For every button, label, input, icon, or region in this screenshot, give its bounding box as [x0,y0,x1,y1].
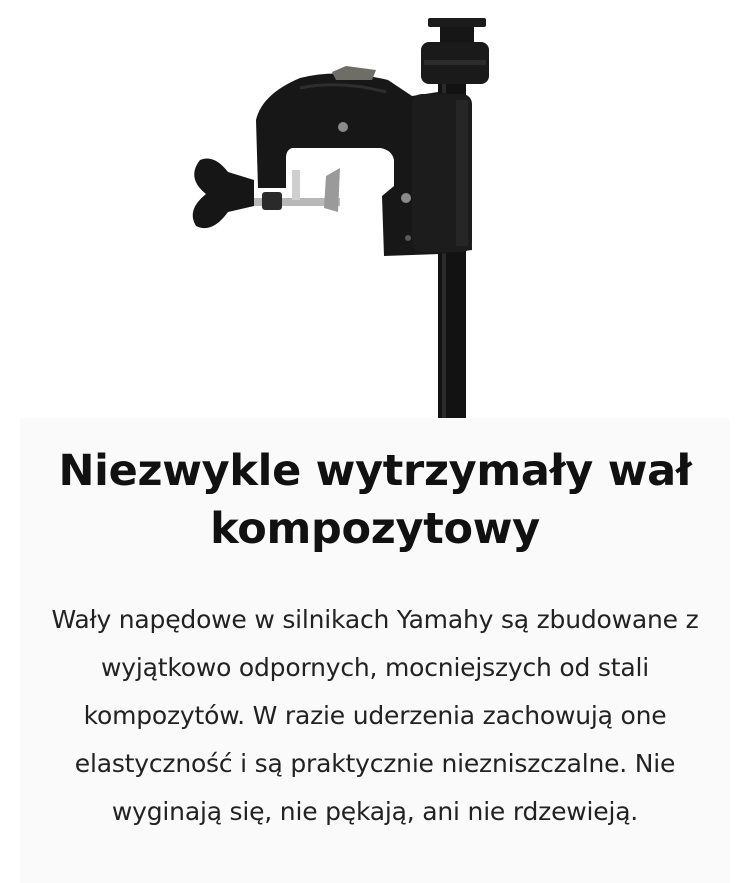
feature-content [20,418,730,883]
shaft-knob-ring [424,60,486,65]
wing-handle [193,159,254,229]
feature-heading: Niezwykle wytrzymały wał kompozytowy [58,446,692,554]
shaft-top-cap [428,18,486,27]
screw-nut [262,192,282,210]
swivel-pad [324,168,340,212]
bracket-rivet-top [338,122,348,132]
bracket-rivet-side [401,193,411,203]
clamp-bracket-illustration [0,0,750,420]
screw-sleeve [292,170,300,200]
bracket-rivet-bottom [405,235,411,241]
feature-description: Wały napędowe w silnikach Yamahy są zbudowane z wyjątkowo odpornych, mocniejszych od stali kompozytów. W razie uderzenia zachowują one elastyczność i są praktycznie niezniszczalne. Nie wyginają się, nie pękają, ani nie rdzewieją. [51,605,699,826]
product-image [0,0,750,420]
bracket-spring-top [332,66,376,80]
collar-edge [456,100,468,246]
